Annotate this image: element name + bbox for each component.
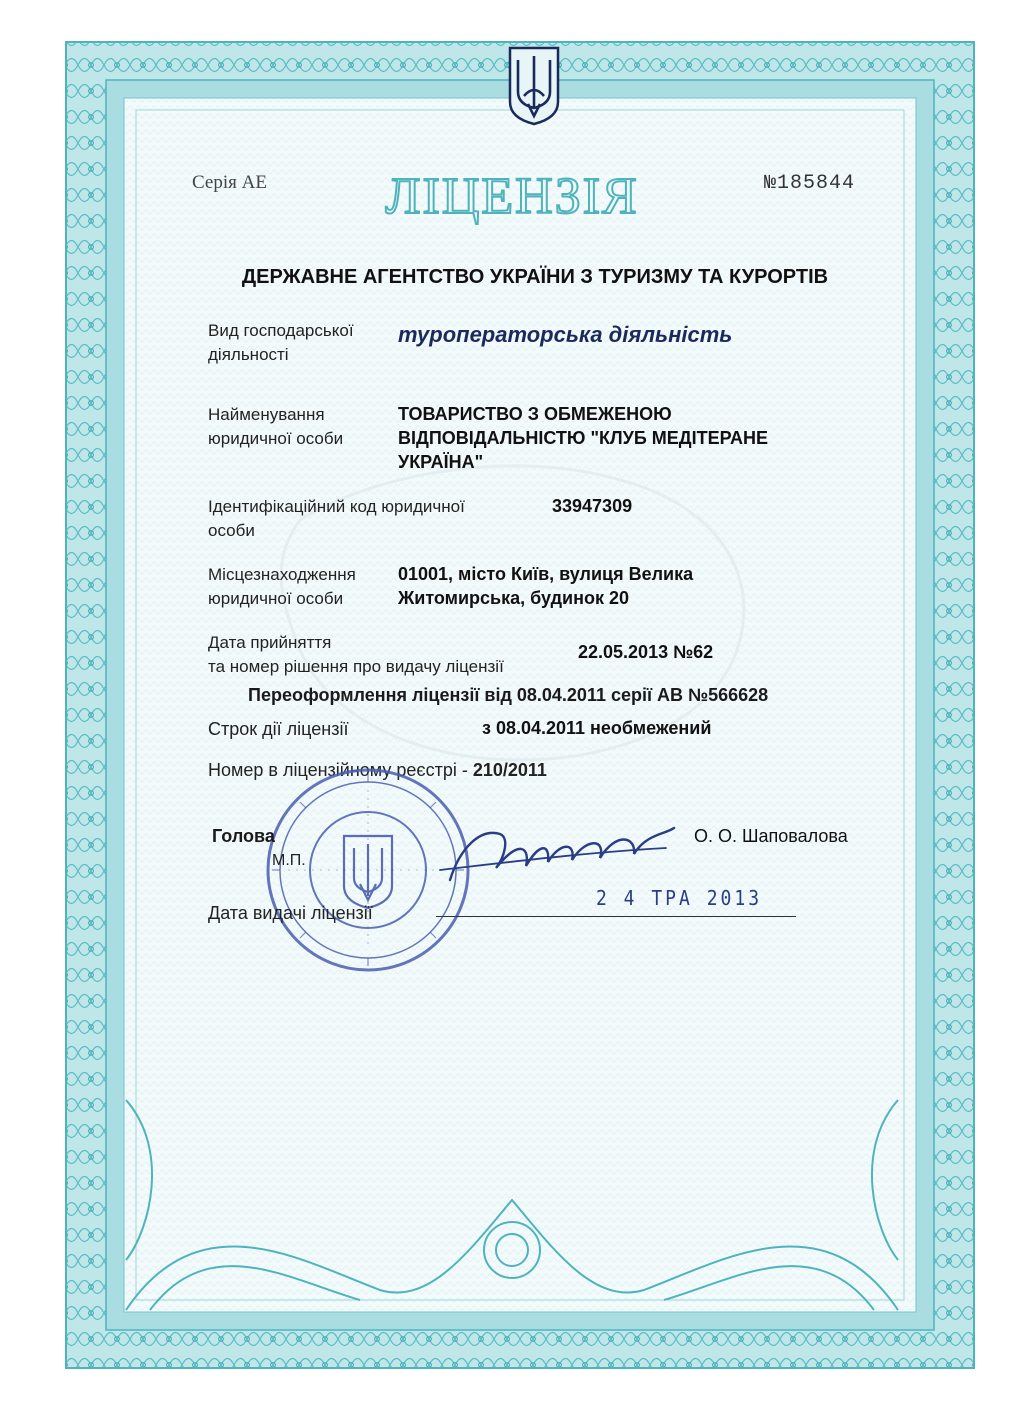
decision-label-line1: Дата прийняття [208,633,332,652]
entity-name-value-line2: ВІДПОВІДАЛЬНІСТЮ "КЛУБ МЕДІТЕРАНЕ [398,428,769,448]
issue-date-stamp: 2 4 ТРА 2013 [596,886,763,911]
handwritten-signature [430,808,690,888]
location-label-line1: Місцезнаходження [208,565,356,584]
activity-label-line1: Вид господарської [208,321,354,340]
activity-label-line2: діяльності [208,345,289,364]
trident-icon [506,44,562,128]
document-title [0,165,1024,225]
decision-label-line2: та номер рішення про видачу ліцензії [208,657,504,676]
head-label: Голова [212,826,275,846]
license-number: №185844 [764,172,856,195]
head-name: О. О. Шаповалова [694,826,848,846]
validity-label: Строк дії ліцензії [208,719,349,739]
id-code-label-line1: Ідентифікаційний код юридичної [208,497,465,516]
location-value-line1: 01001, місто Київ, вулиця Велика [398,564,694,584]
entity-name-label-line2: юридичної особи [208,429,344,448]
series-label: Серія АЕ [192,172,267,193]
decision-value: 22.05.2013 №62 [578,642,714,662]
location-label-line2: юридичної особи [208,589,344,608]
reissue-note: Переоформлення ліцензії від 08.04.2011 серії АВ №566628 [248,685,769,705]
stamp-place-label: М.П. [272,852,306,869]
title-graphic [372,165,652,225]
location-value-line2: Житомирська, будинок 20 [398,588,629,608]
issue-date-line [436,916,796,917]
validity-value: з 08.04.2011 необмежений [482,718,712,738]
registry-value: 210/2011 [472,760,547,780]
agency-name: ДЕРЖАВНЕ АГЕНТСТВО УКРАЇНИ З ТУРИЗМУ ТА КУРОРТІВ [241,266,829,288]
registry-label: Номер в ліцензійному реєстрі - [208,760,473,780]
activity-value: туроператорська діяльність [398,322,733,347]
issue-date-label: Дата видачі ліцензії [208,903,373,923]
id-code-value: 33947309 [552,496,633,516]
entity-name-value-line3: УКРАЇНА" [398,452,484,472]
entity-name-label-line1: Найменування [208,405,325,424]
id-code-label-line2: особи [208,521,255,540]
entity-name-value-line1: ТОВАРИСТВО З ОБМЕЖЕНОЮ [398,404,672,424]
title-text: ЛІЦЕНЗІЯ [385,168,639,225]
